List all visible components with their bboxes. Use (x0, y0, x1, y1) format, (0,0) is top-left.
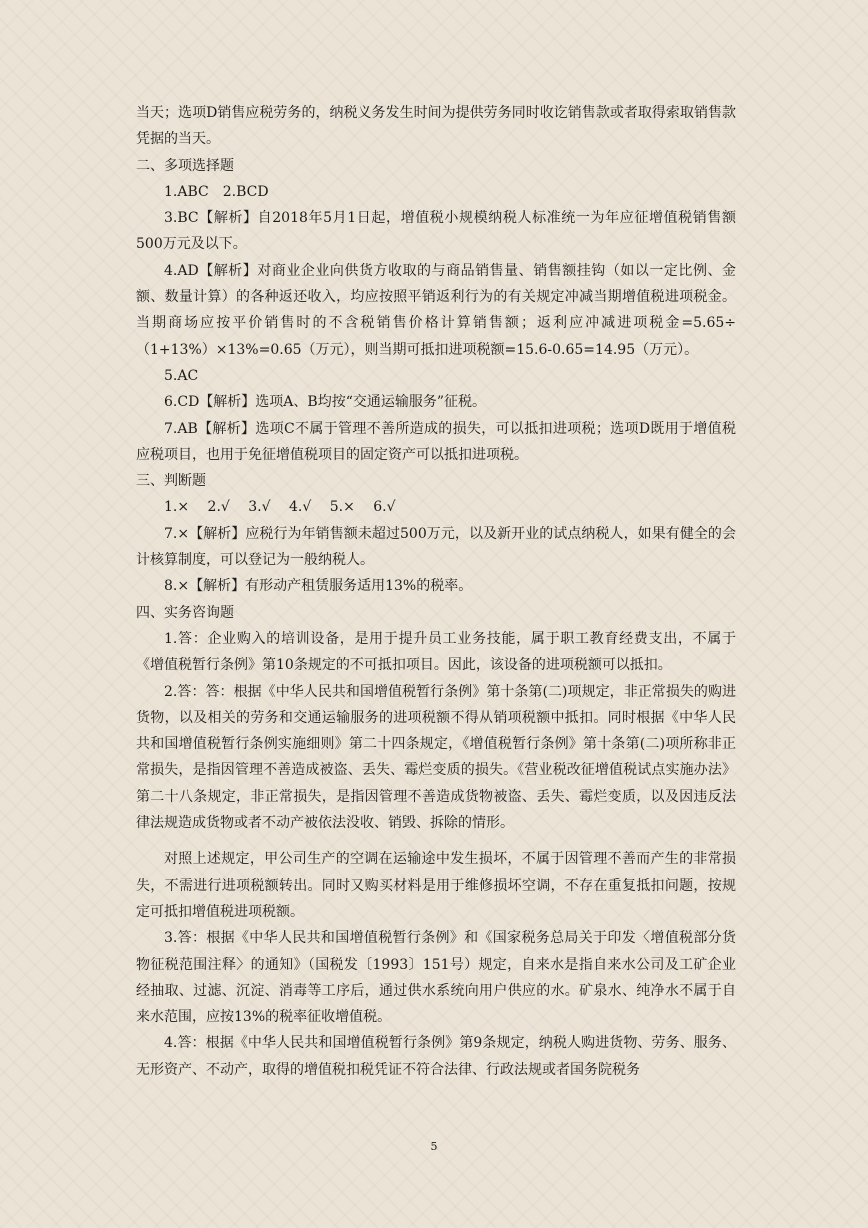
true-false-8: 8.×【解析】有形动产租赁服务适用13%的税率。 (164, 578, 473, 595)
answer-line-7: 7.AB【解析】选项C不属于管理不善所造成的损失，可以抵扣进项税；选项D既用于增值税应税项目，也用于免征增值税项目的固定资产可以抵扣进项税。 (136, 420, 736, 463)
answer-line-3: 3.BC【解析】自2018年5月1日起，增值税小规模纳税人标准统一为年应征增值税销售额500万元及以下。 (136, 210, 736, 253)
section-heading-multiple-choice: 二、多项选择题 (136, 157, 234, 174)
answer-line-1: 1.ABC 2.BCD (164, 183, 269, 200)
practice-answer-1: 1.答：企业购入的培训设备，是用于提升员工业务技能，属于职工教育经费支出，不属于《增值税暂行条例》第10条规定的不可抵扣项目。因此，该设备的进项税额可以抵扣。 (136, 630, 736, 674)
section-heading-practice: 四、实务咨询题 (136, 604, 234, 621)
page-number: 5 (430, 1140, 438, 1153)
paragraph-1: 当天；选项D销售应税劳务的，纳税义务发生时间为提供劳务同时收讫销售款或者取得索取销售款凭据的当天。 (136, 105, 736, 148)
answer-line-5: 5.AC (164, 367, 199, 384)
practice-answer-2-conclusion: 对照上述规定，甲公司生产的空调在运输途中发生损坏，不属于因管理不善而产生的非常损失，不需进行进项税额转出。同时又购买材料是用于维修损坏空调，不存在重复抵扣问题，按规定可抵扣增值税进项税额。 (136, 851, 736, 920)
practice-answer-4: 4.答：根据《中华人民共和国增值税暂行条例》第9条规定，纳税人购进货物、劳务、服务、无形资产、不动产，取得的增值税扣税凭证不符合法律、行政法规或者国务院税务 (136, 1035, 736, 1078)
practice-answer-3: 3.答：根据《中华人民共和国增值税暂行条例》和《国家税务总局关于印发〈增值税部分货物征税范围注释〉的通知》（国税发〔1993〕151号）规定，自来水是指自来水公司及工矿企业经抽取、过滤、沉淀、消毒等工序后，通过供水系统向用户供应的水。矿泉水、纯净水不属于自来水范围，应按13%的税率征收增值税。 (136, 930, 736, 1026)
answer-line-4: 4.AD【解析】对商业企业向供货方收取的与商品销售量、销售额挂钩（如以一定比例、金额、数量计算）的各种返还收入，均应按照平销返利行为的有关规定冲减当期增值税进项税金。当期商场应按平价销售时的不含税销售价格计算销售额；返利应冲减进项税金=5.65÷（1+13%）×13%=0.65（万元），则当期可抵扣进项税额=15.6-0.65=14.95（万元）。 (136, 262, 736, 358)
true-false-answers: 1.× 2.√ 3.√ 4.√ 5.× 6.√ (164, 499, 396, 516)
section-heading-true-false: 三、判断题 (136, 473, 206, 490)
paragraph-gap (136, 836, 736, 846)
practice-answer-2: 2.答：答：根据《中华人民共和国增值税暂行条例》第十条第(二)项规定，非正常损失的购进货物，以及相关的劳务和交通运输服务的进项税额不得从销项税额中抵扣。同时根据《中华人民共和国增值税暂行条例实施细则》第二十四条规定，《增值税暂行条例》第十条第(二)项所称非正常损失，是指因管理不善造成被盗、丢失、霉烂变质的损失。《营业税改征增值税试点实施办法》第二十八条规定，非正常损失，是指因管理不善造成货物被盗、丢失、霉烂变质，以及因违反法律法规造成货物或者不动产被依法没收、销毁、拆除的情形。 (136, 683, 736, 832)
document-body (136, 100, 736, 1083)
true-false-7: 7.×【解析】应税行为年销售额未超过500万元，以及新开业的试点纳税人，如果有健全的会计核算制度，可以登记为一般纳税人。 (136, 525, 736, 569)
answer-line-6: 6.CD【解析】选项A、B均按“交通运输服务”征税。 (164, 394, 487, 411)
